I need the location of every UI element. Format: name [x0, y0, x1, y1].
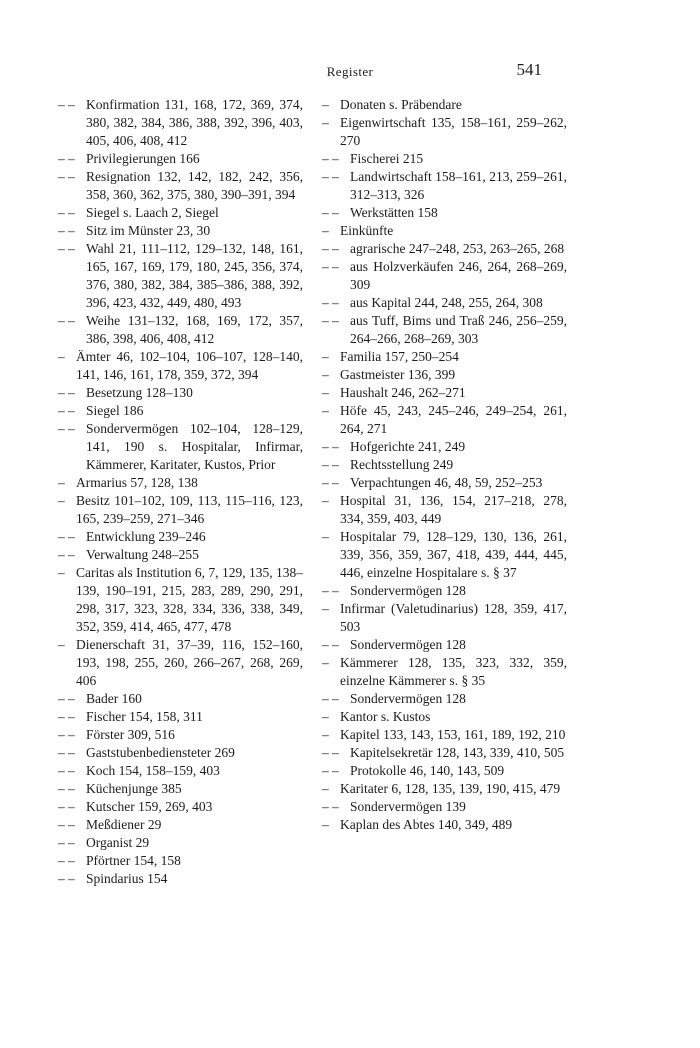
level-dash: –	[332, 799, 339, 814]
level-dashes	[58, 240, 86, 258]
index-entry	[322, 222, 567, 240]
index-entry-text: Kaplan des Abtes 140, 349, 489	[340, 817, 513, 832]
level-dashes	[58, 762, 86, 780]
level-dash: –	[322, 637, 329, 652]
level-dashes	[322, 528, 340, 546]
index-entry-text: Fischerei 215	[350, 151, 424, 166]
level-dash: –	[322, 295, 329, 310]
index-entry-text: Höfe 45, 243, 245–246, 249–254, 261, 264, 271	[340, 403, 567, 436]
index-entry	[322, 312, 567, 348]
level-dash: –	[332, 439, 339, 454]
index-entry	[58, 564, 303, 636]
index-entry-text: Verwaltung 248–255	[86, 547, 199, 562]
level-dash: –	[322, 457, 329, 472]
index-entry	[322, 438, 567, 456]
index-entry	[58, 492, 303, 528]
level-dash: –	[68, 727, 75, 742]
level-dashes	[322, 816, 340, 834]
level-dashes	[58, 744, 86, 762]
level-dashes	[58, 168, 86, 186]
level-dash: –	[58, 565, 65, 580]
level-dashes	[322, 348, 340, 366]
level-dash: –	[68, 241, 75, 256]
level-dashes	[58, 816, 86, 834]
level-dash: –	[58, 349, 65, 364]
level-dash: –	[58, 151, 65, 166]
index-entry-text: Küchenjunge 385	[86, 781, 182, 796]
level-dash: –	[322, 601, 329, 616]
index-entry	[322, 402, 567, 438]
level-dash: –	[332, 691, 339, 706]
level-dashes	[58, 564, 76, 582]
index-entry	[58, 384, 303, 402]
index-entry	[58, 762, 303, 780]
level-dashes	[58, 834, 86, 852]
level-dash: –	[322, 439, 329, 454]
level-dash: –	[322, 529, 329, 544]
level-dash: –	[322, 349, 329, 364]
index-entry-text: aus Holzverkäufen 246, 264, 268–269, 309	[350, 259, 567, 292]
index-entry-text: Werkstätten 158	[350, 205, 438, 220]
index-entry	[58, 708, 303, 726]
level-dashes	[58, 402, 86, 420]
index-entry-text: Privilegierungen 166	[86, 151, 200, 166]
index-entry-text: Gastmeister 136, 399	[340, 367, 456, 382]
index-entry-text: Sondervermögen 139	[350, 799, 466, 814]
level-dashes	[322, 744, 350, 762]
index-entry-text: aus Kapital 244, 248, 255, 264, 308	[350, 295, 543, 310]
level-dash: –	[332, 259, 339, 274]
index-entry-text: Siegel 186	[86, 403, 144, 418]
level-dash: –	[68, 421, 75, 436]
level-dash: –	[58, 763, 65, 778]
index-entry-text: Dienerschaft 31, 37–39, 116, 152–160, 193, 198, 255, 260, 266–267, 268, 269, 406	[76, 637, 303, 688]
index-entry-text: Koch 154, 158–159, 403	[86, 763, 220, 778]
level-dash: –	[68, 97, 75, 112]
level-dashes	[322, 312, 350, 330]
index-entry	[322, 204, 567, 222]
level-dashes	[322, 726, 340, 744]
level-dash: –	[322, 223, 329, 238]
running-head: Register	[326, 64, 374, 79]
index-entry-text: Hospitalar 79, 128–129, 130, 136, 261, 339, 356, 359, 367, 418, 439, 444, 445, 446, einzelne Hospitalare s. § 37	[340, 529, 567, 580]
index-entry	[58, 798, 303, 816]
level-dash: –	[58, 817, 65, 832]
index-entry-text: Sondervermögen 102–104, 128–129, 141, 190 s. Hospitalar, Infirmar, Kämmerer, Karitater, Kustos, Prior	[86, 421, 303, 472]
level-dash: –	[322, 259, 329, 274]
index-entry	[58, 870, 303, 888]
level-dash: –	[322, 241, 329, 256]
level-dash: –	[58, 205, 65, 220]
level-dash: –	[58, 385, 65, 400]
level-dashes	[58, 636, 76, 654]
level-dash: –	[68, 745, 75, 760]
index-entry-text: Weihe 131–132, 168, 169, 172, 357, 386, 398, 406, 408, 412	[86, 313, 303, 346]
index-entry	[58, 636, 303, 690]
level-dashes	[322, 708, 340, 726]
level-dash: –	[322, 151, 329, 166]
level-dash: –	[332, 637, 339, 652]
level-dashes	[58, 312, 86, 330]
level-dash: –	[322, 367, 329, 382]
index-entry	[322, 654, 567, 690]
index-entry-text: Bader 160	[86, 691, 142, 706]
index-entry	[322, 474, 567, 492]
level-dashes	[58, 870, 86, 888]
index-entry	[58, 726, 303, 744]
level-dash: –	[322, 169, 329, 184]
index-entry	[322, 492, 567, 528]
level-dash: –	[58, 169, 65, 184]
index-entry	[322, 150, 567, 168]
level-dashes	[322, 96, 340, 114]
level-dash: –	[322, 313, 329, 328]
level-dash: –	[58, 529, 65, 544]
index-entry-text: Konfirmation 131, 168, 172, 369, 374, 380, 382, 384, 386, 388, 392, 396, 403, 405, 406, 408, 412	[86, 97, 303, 148]
index-entry	[322, 528, 567, 582]
level-dash: –	[68, 853, 75, 868]
index-entry	[322, 168, 567, 204]
level-dashes	[322, 438, 350, 456]
level-dash: –	[322, 403, 329, 418]
level-dashes	[322, 204, 350, 222]
level-dash: –	[58, 871, 65, 886]
index-entry	[322, 798, 567, 816]
level-dash: –	[332, 313, 339, 328]
index-entry-text: Armarius 57, 128, 138	[76, 475, 198, 490]
level-dash: –	[332, 241, 339, 256]
level-dashes	[58, 690, 86, 708]
level-dashes	[322, 222, 340, 240]
level-dash: –	[58, 223, 65, 238]
index-entry-text: Kapitel 133, 143, 153, 161, 189, 192, 210	[340, 727, 566, 742]
index-entry	[58, 690, 303, 708]
index-entry	[58, 312, 303, 348]
index-entry-text: Kapitelsekretär 128, 143, 339, 410, 505	[350, 745, 565, 760]
level-dash: –	[58, 493, 65, 508]
index-entry-text: Sondervermögen 128	[350, 583, 466, 598]
level-dash: –	[58, 799, 65, 814]
level-dash: –	[322, 763, 329, 778]
index-column-right	[322, 96, 567, 834]
level-dashes	[322, 258, 350, 276]
index-entry-text: Organist 29	[86, 835, 150, 850]
level-dash: –	[68, 169, 75, 184]
level-dash: –	[332, 151, 339, 166]
level-dashes	[58, 204, 86, 222]
level-dash: –	[58, 637, 65, 652]
index-entry-text: Wahl 21, 111–112, 129–132, 148, 161, 165, 167, 169, 179, 180, 245, 356, 374, 376, 380, 382, 384, 385–386, 388, 392, 396, 423, 432, 449, 480, 493	[86, 241, 303, 310]
level-dash: –	[68, 529, 75, 544]
level-dash: –	[58, 313, 65, 328]
level-dash: –	[322, 115, 329, 130]
level-dash: –	[332, 295, 339, 310]
level-dash: –	[68, 781, 75, 796]
index-entry	[322, 726, 567, 744]
level-dashes	[322, 780, 340, 798]
level-dash: –	[68, 313, 75, 328]
index-entry-text: Entwicklung 239–246	[86, 529, 206, 544]
level-dash: –	[322, 691, 329, 706]
level-dash: –	[58, 421, 65, 436]
index-entry-text: Landwirtschaft 158–161, 213, 259–261, 312–313, 326	[350, 169, 567, 202]
index-entry-text: Sondervermögen 128	[350, 691, 466, 706]
level-dash: –	[58, 403, 65, 418]
index-entry	[322, 816, 567, 834]
index-entry-text: Hofgerichte 241, 249	[350, 439, 466, 454]
level-dash: –	[322, 475, 329, 490]
level-dashes	[58, 780, 86, 798]
index-entry-text: Einkünfte	[340, 223, 394, 238]
index-entry	[322, 348, 567, 366]
level-dashes	[58, 150, 86, 168]
index-entry	[322, 456, 567, 474]
index-entry-text: Sondervermögen 128	[350, 637, 466, 652]
level-dash: –	[58, 835, 65, 850]
index-entry	[322, 240, 567, 258]
index-entry-text: Verpachtungen 46, 48, 59, 252–253	[350, 475, 543, 490]
index-entry-text: Besitz 101–102, 109, 113, 115–116, 123, 165, 239–259, 271–346	[76, 493, 303, 526]
index-entry-text: Karitater 6, 128, 135, 139, 190, 415, 479	[340, 781, 561, 796]
index-entry	[58, 96, 303, 150]
level-dash: –	[332, 205, 339, 220]
level-dash: –	[322, 745, 329, 760]
index-entry-text: Pförtner 154, 158	[86, 853, 181, 868]
level-dash: –	[68, 709, 75, 724]
level-dash: –	[58, 853, 65, 868]
index-entry	[322, 366, 567, 384]
index-entry	[322, 636, 567, 654]
index-entry	[322, 384, 567, 402]
index-entry-text: Besetzung 128–130	[86, 385, 193, 400]
page-number: 541	[516, 60, 542, 79]
level-dashes	[58, 708, 86, 726]
level-dash: –	[322, 781, 329, 796]
level-dashes	[322, 600, 340, 618]
level-dash: –	[322, 655, 329, 670]
index-entry	[322, 114, 567, 150]
level-dash: –	[68, 205, 75, 220]
level-dash: –	[68, 817, 75, 832]
level-dashes	[322, 240, 350, 258]
index-entry-text: Fischer 154, 158, 311	[86, 709, 203, 724]
level-dashes	[58, 726, 86, 744]
index-entry	[322, 96, 567, 114]
level-dash: –	[332, 583, 339, 598]
level-dash: –	[58, 241, 65, 256]
level-dashes	[58, 420, 86, 438]
level-dash: –	[332, 169, 339, 184]
index-entry	[322, 600, 567, 636]
level-dashes	[322, 690, 350, 708]
index-entry	[58, 834, 303, 852]
index-entry	[58, 744, 303, 762]
index-entry-text: Kantor s. Kustos	[340, 709, 431, 724]
index-entry-text: Kämmerer 128, 135, 323, 332, 359, einzelne Kämmerer s. § 35	[340, 655, 567, 688]
index-entry	[322, 762, 567, 780]
index-entry	[322, 708, 567, 726]
level-dash: –	[68, 763, 75, 778]
level-dashes	[322, 654, 340, 672]
level-dashes	[322, 762, 350, 780]
index-entry-text: Donaten s. Präbendare	[340, 97, 462, 112]
index-entry-text: Familia 157, 250–254	[340, 349, 459, 364]
index-entry	[58, 474, 303, 492]
level-dash: –	[68, 151, 75, 166]
index-entry-text: Infirmar (Valetudinarius) 128, 359, 417, 503	[340, 601, 567, 634]
level-dash: –	[332, 745, 339, 760]
level-dash: –	[58, 97, 65, 112]
index-entry-text: Ämter 46, 102–104, 106–107, 128–140, 141, 146, 161, 178, 359, 372, 394	[76, 349, 303, 382]
index-entry	[58, 546, 303, 564]
index-entry	[322, 744, 567, 762]
level-dash: –	[68, 835, 75, 850]
index-entry-text: Kutscher 159, 269, 403	[86, 799, 213, 814]
level-dash: –	[68, 385, 75, 400]
level-dash: –	[68, 691, 75, 706]
index-entry	[58, 852, 303, 870]
index-entry	[58, 240, 303, 312]
level-dashes	[322, 474, 350, 492]
level-dashes	[322, 798, 350, 816]
index-entry	[58, 780, 303, 798]
level-dash: –	[322, 817, 329, 832]
level-dashes	[322, 636, 350, 654]
level-dash: –	[68, 223, 75, 238]
index-entry	[58, 816, 303, 834]
index-entry	[58, 150, 303, 168]
index-entry	[58, 222, 303, 240]
index-entry	[58, 204, 303, 222]
level-dashes	[322, 168, 350, 186]
index-entry	[58, 348, 303, 384]
level-dash: –	[322, 799, 329, 814]
level-dash: –	[322, 709, 329, 724]
level-dash: –	[68, 547, 75, 562]
level-dash: –	[322, 493, 329, 508]
level-dashes	[322, 582, 350, 600]
index-entry-text: Siegel s. Laach 2, Siegel	[86, 205, 219, 220]
index-entry	[58, 420, 303, 474]
level-dash: –	[322, 583, 329, 598]
index-entry-text: Eigenwirtschaft 135, 158–161, 259–262, 270	[340, 115, 567, 148]
index-entry	[58, 168, 303, 204]
level-dashes	[58, 528, 86, 546]
level-dash: –	[58, 727, 65, 742]
index-entry	[58, 528, 303, 546]
level-dash: –	[68, 871, 75, 886]
index-entry	[322, 258, 567, 294]
level-dash: –	[58, 745, 65, 760]
level-dashes	[322, 366, 340, 384]
level-dashes	[58, 222, 86, 240]
index-entry-text: Protokolle 46, 140, 143, 509	[350, 763, 505, 778]
index-entry-text: Hospital 31, 136, 154, 217–218, 278, 334, 359, 403, 449	[340, 493, 567, 526]
level-dash: –	[58, 691, 65, 706]
level-dashes	[58, 546, 86, 564]
level-dash: –	[332, 457, 339, 472]
index-entry-text: Sitz im Münster 23, 30	[86, 223, 211, 238]
index-entry-text: aus Tuff, Bims und Traß 246, 256–259, 264–266, 268–269, 303	[350, 313, 567, 346]
index-entry-text: Meßdiener 29	[86, 817, 162, 832]
level-dash: –	[322, 97, 329, 112]
level-dashes	[58, 348, 76, 366]
index-entry	[322, 690, 567, 708]
level-dashes	[322, 150, 350, 168]
index-entry-text: Förster 309, 516	[86, 727, 175, 742]
index-entry-text: Gaststubenbediensteter 269	[86, 745, 235, 760]
level-dashes	[58, 474, 76, 492]
index-entry	[58, 402, 303, 420]
level-dash: –	[322, 727, 329, 742]
level-dashes	[58, 852, 86, 870]
level-dash: –	[332, 475, 339, 490]
level-dash: –	[68, 799, 75, 814]
level-dash: –	[322, 205, 329, 220]
level-dash: –	[322, 385, 329, 400]
level-dash: –	[58, 475, 65, 490]
level-dashes	[322, 402, 340, 420]
index-column-left	[58, 96, 303, 888]
level-dashes	[322, 114, 340, 132]
level-dashes	[58, 384, 86, 402]
index-entry-text: Haushalt 246, 262–271	[340, 385, 466, 400]
index-entry-text: Spindarius 154	[86, 871, 168, 886]
level-dashes	[322, 492, 340, 510]
index-entry-text: agrarische 247–248, 253, 263–265, 268	[350, 241, 565, 256]
index-entry-text: Resignation 132, 142, 182, 242, 356, 358, 360, 362, 375, 380, 390–391, 394	[86, 169, 303, 202]
index-entry-text: Rechtsstellung 249	[350, 457, 454, 472]
index-entry	[322, 582, 567, 600]
level-dashes	[322, 456, 350, 474]
level-dash: –	[332, 763, 339, 778]
level-dash: –	[58, 547, 65, 562]
index-entry-text: Caritas als Institution 6, 7, 129, 135, 138–139, 190–191, 215, 283, 289, 290, 291, 298, 317, 323, 328, 334, 336, 338, 349, 352, 359, 414, 465, 477, 478	[76, 565, 303, 634]
level-dashes	[58, 96, 86, 114]
index-entry	[322, 294, 567, 312]
level-dashes	[322, 384, 340, 402]
level-dash: –	[68, 403, 75, 418]
level-dash: –	[58, 709, 65, 724]
level-dash: –	[58, 781, 65, 796]
level-dashes	[58, 798, 86, 816]
level-dashes	[322, 294, 350, 312]
level-dashes	[58, 492, 76, 510]
index-entry	[322, 780, 567, 798]
